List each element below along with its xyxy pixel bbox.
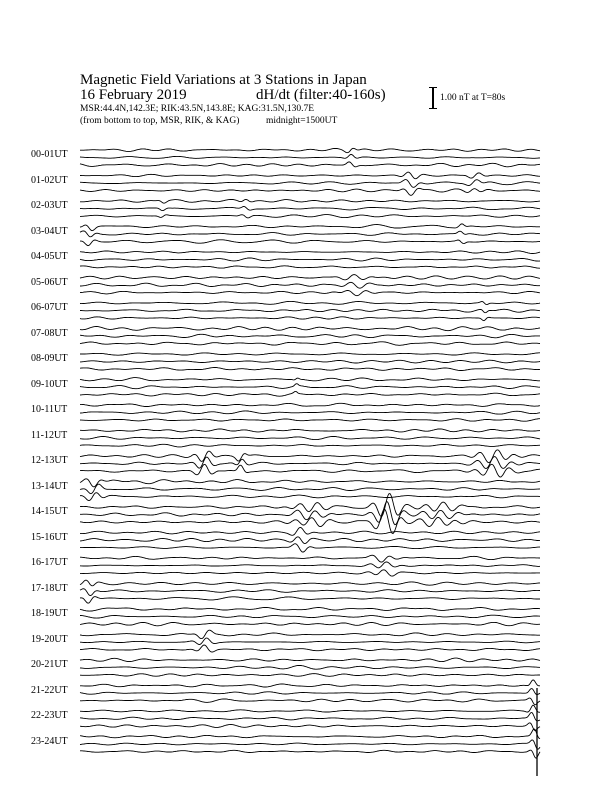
trace-10-11ut-kag <box>80 403 540 406</box>
trace-03-04ut-rik <box>80 231 540 237</box>
trace-08-09ut-rik <box>80 360 540 363</box>
trace-02-03ut-msr <box>80 215 540 218</box>
trace-04-05ut-rik <box>80 258 540 261</box>
hour-label-12-13ut: 12-13UT <box>31 455 68 466</box>
trace-10-11ut-rik <box>80 411 540 414</box>
trace-00-01ut-msr <box>80 162 540 167</box>
trace-23-24ut-rik <box>80 740 540 749</box>
trace-06-07ut-rik <box>80 309 540 313</box>
hour-label-20-21ut: 20-21UT <box>31 659 68 670</box>
trace-21-22ut-kag <box>80 680 540 687</box>
hour-label-04-05ut: 04-05UT <box>31 251 68 262</box>
trace-23-24ut-msr <box>80 750 540 758</box>
trace-12-13ut-rik <box>80 457 540 469</box>
trace-01-02ut-kag <box>80 172 540 179</box>
trace-17-18ut-msr <box>80 597 540 604</box>
trace-01-02ut-msr <box>80 188 540 195</box>
trace-13-14ut-rik <box>80 484 540 494</box>
trace-07-08ut-rik <box>80 334 540 338</box>
hour-label-10-11ut: 10-11UT <box>31 404 68 415</box>
hour-label-06-07ut: 06-07UT <box>31 302 68 313</box>
trace-12-13ut-msr <box>80 464 540 477</box>
hour-label-03-04ut: 03-04UT <box>31 225 68 237</box>
hour-label-01-02ut: 01-02UT <box>31 174 68 186</box>
trace-19-20ut-kag <box>80 630 540 638</box>
trace-07-08ut-kag <box>80 327 540 331</box>
hour-label-18-19ut: 18-19UT <box>31 608 68 619</box>
trace-20-21ut-kag <box>80 658 540 662</box>
hour-label-23-24ut: 23-24UT <box>31 735 68 747</box>
midnight-note: midnight=1500UT <box>266 116 338 126</box>
hour-label-07-08ut: 07-08UT <box>31 327 68 339</box>
trace-15-16ut-kag <box>80 528 540 536</box>
trace-02-03ut-rik <box>80 207 540 211</box>
trace-02-03ut-kag <box>80 199 540 203</box>
trace-05-06ut-rik <box>80 282 540 288</box>
hour-label-08-09ut: 08-09UT <box>31 353 68 364</box>
trace-13-14ut-kag <box>80 479 540 487</box>
trace-09-10ut-msr <box>80 391 540 396</box>
trace-05-06ut-msr <box>80 291 540 296</box>
trace-16-17ut-kag <box>80 555 540 562</box>
trace-22-23ut-rik <box>80 713 540 721</box>
hour-label-19-20ut: 19-20UT <box>31 633 68 645</box>
trace-18-19ut-rik <box>80 615 540 618</box>
trace-22-23ut-msr <box>80 723 540 731</box>
trace-09-10ut-rik <box>80 384 540 389</box>
trace-06-07ut-msr <box>80 317 540 321</box>
trace-18-19ut-msr <box>80 622 540 625</box>
hour-label-13-14ut: 13-14UT <box>31 480 68 492</box>
trace-23-24ut-kag <box>80 729 540 739</box>
trace-16-17ut-msr <box>80 570 540 576</box>
hour-label-14-15ut: 14-15UT <box>31 506 68 517</box>
trace-21-22ut-msr <box>80 698 540 705</box>
trace-16-17ut-rik <box>80 562 540 568</box>
trace-08-09ut-kag <box>80 353 540 355</box>
hour-label-02-03ut: 02-03UT <box>31 200 68 211</box>
trace-05-06ut-kag <box>80 275 540 280</box>
trace-17-18ut-kag <box>80 580 540 586</box>
hour-label-17-18ut: 17-18UT <box>31 582 68 594</box>
trace-20-21ut-msr <box>80 674 540 677</box>
trace-06-07ut-kag <box>80 301 540 304</box>
trace-15-16ut-rik <box>80 537 540 544</box>
trace-11-12ut-kag <box>80 429 540 432</box>
hour-label-21-22ut: 21-22UT <box>31 684 68 696</box>
trace-03-04ut-msr <box>80 240 540 246</box>
trace-19-20ut-rik <box>80 638 540 644</box>
trace-09-10ut-kag <box>80 378 540 381</box>
hour-label-15-16ut: 15-16UT <box>31 531 68 543</box>
station-coordinates: MSR:44.4N,142.3E; RIK:43.5N,143.8E; KAG:31.5N,130.7E <box>80 104 315 114</box>
trace-21-22ut-rik <box>80 689 540 695</box>
hour-label-09-10ut: 09-10UT <box>31 378 68 390</box>
trace-20-21ut-rik <box>80 666 540 670</box>
date-label: 16 February 2019 <box>80 87 187 103</box>
scale-label: 1.00 nT at T=80s <box>440 93 506 103</box>
trace-18-19ut-kag <box>80 608 540 612</box>
trace-03-04ut-kag <box>80 224 540 231</box>
hour-label-05-06ut: 05-06UT <box>31 276 68 288</box>
trace-11-12ut-rik <box>80 436 540 439</box>
trace-01-02ut-rik <box>80 180 540 188</box>
filter-label: dH/dt (filter:40-160s) <box>256 87 386 103</box>
trace-14-15ut-msr <box>80 509 540 533</box>
trace-12-13ut-kag <box>80 450 540 463</box>
station-order-note: (from bottom to top, MSR, RIK, & KAG) <box>80 116 240 126</box>
trace-08-09ut-msr <box>80 368 540 371</box>
trace-13-14ut-msr <box>80 493 540 501</box>
trace-17-18ut-rik <box>80 589 540 596</box>
trace-00-01ut-rik <box>80 154 540 158</box>
trace-07-08ut-msr <box>80 342 540 346</box>
trace-15-16ut-msr <box>80 544 540 552</box>
trace-04-05ut-msr <box>80 266 540 268</box>
hour-label-22-23ut: 22-23UT <box>31 710 68 721</box>
hour-label-11-12ut: 11-12UT <box>31 429 68 441</box>
trace-10-11ut-msr <box>80 419 540 422</box>
trace-00-01ut-kag <box>80 148 540 152</box>
trace-11-12ut-msr <box>80 444 540 447</box>
hour-label-00-01ut: 00-01UT <box>31 149 68 160</box>
trace-19-20ut-msr <box>80 645 540 652</box>
chart-title: Magnetic Field Variations at 3 Stations in Japan <box>80 72 367 88</box>
hour-label-16-17ut: 16-17UT <box>31 557 68 568</box>
trace-04-05ut-kag <box>80 251 540 254</box>
trace-22-23ut-kag <box>80 705 540 712</box>
